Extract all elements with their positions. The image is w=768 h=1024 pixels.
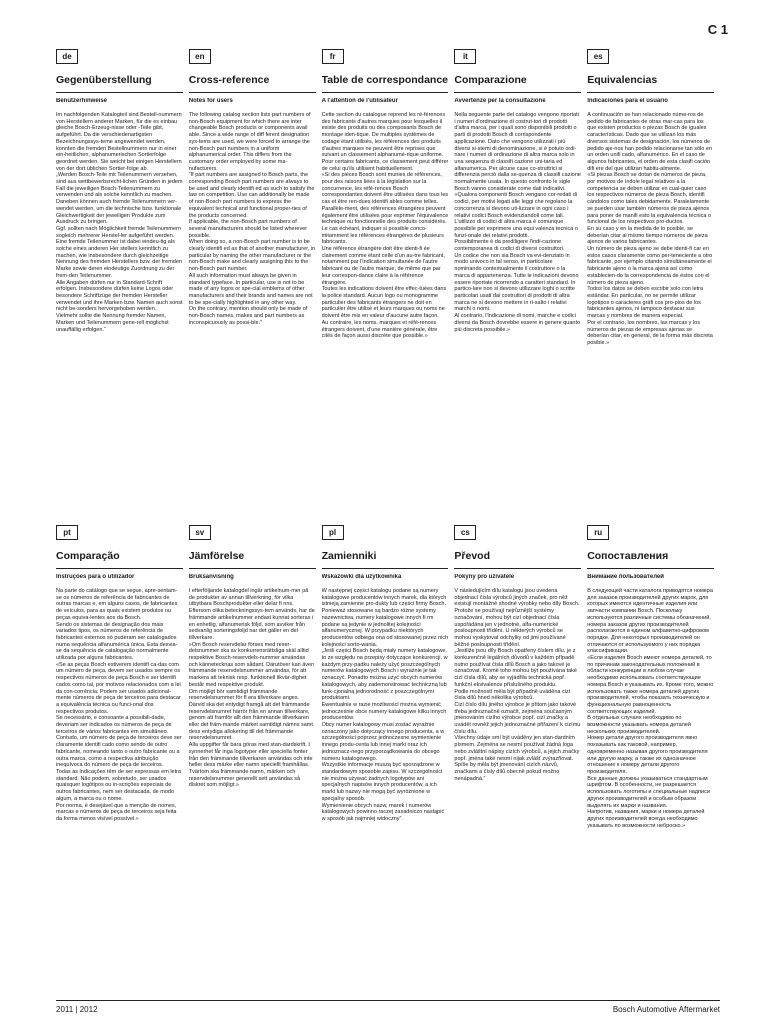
section-pl [322, 522, 455, 966]
section-body: I efterföljande katalogdel ingår artikelnum-mer på de produkter av annan tillverkning, för vilka utbytbara Boschprodukter eller delar fi nns. Eftersom olika beteckningssys-tem används, har de främmande artikelnummer endast kunnat sorteras i en enhetlig, alfanumerisk följd, som avviker från sedvanlig sorteringsfoljd nar det gäller en del tillverkare. »Om Bosch reservdelar förses med reser-delsnummer ska av konkurrensrättsliga skäl alltid respektive Bosch-reservdels-nummer användas och kännetecknas som sådant. Därutöver kan även främmande reservdelsnummer användas, för att markera att teknisk resp. funktionell likvär-dighet består med respektive produkt. Om möjligt bör samtidigt främmande reservdelsnummer för fl era tillverkare anges. Därvid ska det entydigt framgå att det främmande reservdelsnumret härrör från en annan tillverkare, genom att framför allt den främmande tillverkaren eller det främ-mande märket samtidigt nämns samt dess entydiga allokering till det främmande reservdelsnumret. Alla uppgifter får bara göras med stan-dardskrift. I synnerhet får inga logotyper eller speciella fonter från den främmande tillverkaren användas och inte heller dess märke eller namn speciellt framhållas. Tvärtom ska främmande namn, märken och reservdelsnummer generellt sett användas så diskret som möjligt.» [188, 588, 315, 789]
section-subtitle: Avvertenze per la consultazione [454, 98, 546, 104]
section-body: The following catalog section lists part numbers of non-Bosch equipment for which there are inter changeable Bosch products or components avail able. Since a wide range of diff ferent designation sys-tems are used, we were forced to arrange the non-Bosch part numbers in a uniform alphanumerical order. This differs from the customary order employed by some ma-nufacturers. “If part numbers are assigned to Bosch parts, the corresponding Bosch part numbers are always to be used and clearly identifi ed as such to satisfy the law on competition. Use can additionally be made of non-Bosch part numbers to express the equivalent technical and functional proper-ties of the products concerned. If applicable, the non-Bosch part numbers of several manufacturers should be listed wherever possible. When doing so, a non-Bosch part number is to be clearly identifi ed as that of another manufacturer, in particular by naming the other manufacturer or the non-Bosch make and clearly assigning this to the non-Bosch part number. All such information must always be given in standard typeface. In particular, use is not to be made of any logos or spe-cial emblems of other manufacturers and their brands and names are not to be spe-cially highlighted in any other way. On the contrary, mention should only be made of non-Bosch names, makes and part numbers as inconspicuously as possi-ble.” [188, 112, 316, 326]
language-tag: en [189, 49, 211, 64]
section-title: Table de correspondance [321, 74, 449, 86]
divider [322, 568, 449, 569]
section-title: Zamienniki [321, 550, 377, 562]
section-body: Na parte do catálogo que se segue, apre-sentam-se os números de referência de fabricantes de outras marcas e, em alguns casos, de fabricantes de veículos, para as quais existem produtos ou peças equiva-lentes aos da Bosch. Sendo os sistemas de designação dos mais variados tipos, os números de referência de fabricantes externos só puderam ser catalogados numa sequência alfanumérica única. Esta desvia-se da sequência de catalogação normalmente utilizada por alguns fabricantes. «Se as peças Bosch estiverem identifi ca-das com um número de peça, devem ser usados sempre os respectivos números de peça Bosch e ser identifi cados como tal, por motivos relacionados com a lei da con-corrência. Podem ser usados adicional-mente números de peça de terceiros para destacar a equivalência técnica ou funci-onal dos respectivos produtos. Se necessário, e consoante a possibili-dade, deveriam ser indicados os números de peça de terceiros de vários fabricantes em simultâneo. Contudo, um número de peça de terceiros deve ser claramente identifi cado como sendo de outro fabricante, nomeando tanto o outro fabricante ou a outra marca, como a respectiva atribuição inequívoca do número de peça de terceiros. Todas as indicações têm de ser expressas em letra standard. Não podem, sobretudo, ser usados quaisquer logótipos ou in-scrições especiais de outros fabricantes, nem ser destacada, de modo algum, a marca ou o nome. Por norma, é desejável que a menção de nomes, marcas e números de peça de terceiros seja feita da forma menos visível possível.» [56, 588, 182, 822]
section-title: Comparazione [454, 74, 527, 86]
section-subtitle: Внимание пользователей [587, 574, 664, 580]
section-de [56, 46, 189, 482]
divider [587, 568, 714, 569]
section-en [189, 46, 322, 482]
language-tag: fr [322, 49, 344, 64]
section-body: В следующей части каталога приводятся номера для заказов производителей других марок, для которых имеются идентичные изделия или запчасти компании Bosch. Поскольку используются различные системы обозначений, номера заказов других производителей располагаются в едином алфавитно-цифровом порядке. Для некоторых производителей он отличаются от используемого у них порядка классификации. «Если изделия Bosch имеют номера деталей, то по причинам законодательных положений в области конкуренции в любом случае необходимо использовать соответствующие номера Bosch и указывать их. Кроме того, можно использовать также номера деталей других производителей, чтобы показать техническую и функциональную равноценность соответствующих изделий. В отдельных случаях необходимо по возможности указывать номера деталей нескольких производителей. Номер детали другого производителя явно показывать как таковой, например, одновременно называя другого производителя или другую марку, а также их однозначное отношение к номеру детали другого производителя. Все данные должны указываться стандартным шрифтом. В особенности, не разрешается использовать логотипы и специальные надписи других производителей и особым образом выделять их марки и названия. Напротив, названия, марки и номера деталей других производителей всегда необходимо указывать по возможности неброско.» [587, 588, 714, 829]
language-tag: pl [322, 525, 344, 540]
section-body: W następnej części katalogu podane są numery katalogowe producentów innych marek, dla których istnieją zamienne pro-dukty lub części firmy Bosch. Ponieważ stosowane są bardzo różne systemy nazewnictwa, numery katalogowe innych fi rm podane są jedynie w jednolitej kolejności alfanumerycznej. W przypadku niektórych producentów odbiega ona od stosowanej przez nich kolejności sorto-wania. „Jeśli części Bosch będą miały numery katalogowe, to ze względu na przepisy dotyczące konkurencji, w każdym przy-padku należy użyć poszczególnych numerów katalogowych Bosch i wyraźnie je tak oznaczyć. Ponadto można użyć obcych numerów katalogowych, aby zademonstrować techniczną lub funk-cjonalną jednorodność z poszczególnymi produktami. Ewentualnie w razie możliwości można wymienić jednocześnie obce numery katalogowe kilku innych producentów. Obcy numer katalogowy musi zostać wyraźnie oznaczony jako dotyczący innego producenta, a w szczególności poprzez jednoczesne wymienienie innego produ-centa lub innej marki oraz ich jednoznacz-nego przyporządkowania do obcego numeru katalogowego. Wszystkie informacje muszą być sporządzone w standardowym sposobie zapisu. W szczególności nie można używać żadnych logotypów ani specjalnych napisów innych producentów, a ich marki lub nazwy nie mogą być wyróżnione w specjalny sposób. Wymienienie obcych nazw, marek i numerów katalogowych powinno raczej zasadniczo nastąpić w sposób jak najmniej widoczny”. [321, 588, 449, 822]
section-body: Cette section du catalogue reprend les ré-férences des fabricants d'autres marques pour lesquelles il existe des produits ou des composants Bosch de montage iden-tique. De multiples systèmes de codage étant utilisés, les références des produits d'autres marques ne peuvent être reprises que suivant un classement alphanumé-rique uniforme. Pour certains fabricants, ce classement peut différer de celui qu'ils utilisent habituellement. «Si des pièces Bosch sont munies de références, pour des raisons liées à la législation sur la concurrence, les réfé-rences Bosch correspondantes doivent être utilisées dans tous les cas et être ren-dues identifi ables comme telles. Parallèle-ment, des références étrangères peuvent également être utilisées pour exprimer l'équivalence technique ou fonctionnelle des produits considérés. Le cas échéant, indiquer si possible conco-mitamment les références étrangères de plusieurs fabricants. Une référence étrangère doit être identi-fi ée clairement comme étant celle d'un au-tre fabricant, notamment par l'indication simultanée de l'autre fabricant ou de l'autre marque, de même que par leur correspon-dance claire à la référence étrangère. Toutes les indications doivent être effec-tuées dans la police standard. Aucun logo ou monogramme particulier des fabricants étrangers ne doit en particulier être utilisé et leurs marques ou noms ne doivent être mis en valeur d'aucune autre façon. Au contraire, les noms, marques et réfé-rences étrangers doivent, d'une manière générale, être cités de façon aussi discrète que possible.» [321, 112, 449, 340]
section-subtitle: A l'attention de l'utilisateur [321, 98, 398, 104]
divider [454, 92, 581, 93]
section-cs [454, 522, 587, 966]
section-subtitle: Wskazówki dla użytkownika [321, 574, 402, 580]
section-subtitle: Indicaciones para el usuario [587, 98, 668, 104]
section-it [454, 46, 587, 482]
section-subtitle: Pokyny pro uživatele [454, 574, 515, 580]
language-tag: de [56, 49, 78, 64]
section-title: Equivalencias [587, 74, 658, 86]
section-title: Gegenüberstellung [56, 74, 152, 86]
page-code: C 1 [707, 22, 728, 37]
divider [454, 568, 581, 569]
sections-bottom-row [56, 522, 720, 966]
section-title: Сопоставления [587, 550, 669, 562]
divider [587, 92, 714, 93]
footer-years: 2011 | 2012 [56, 1005, 98, 1014]
language-tag: es [587, 49, 609, 64]
divider [322, 92, 449, 93]
section-subtitle: Notes for users [188, 98, 233, 104]
footer-brand: Bosch Automotive Aftermarket [612, 1005, 720, 1014]
section-title: Comparação [56, 550, 120, 562]
divider [189, 568, 316, 569]
section-sv [189, 522, 322, 966]
language-tag: ru [587, 525, 609, 540]
section-es [587, 46, 720, 482]
section-subtitle: Benutzerhinweise [56, 98, 108, 104]
language-tag: sv [189, 525, 211, 540]
section-body: V následujícím dílu katalogu jsou uvedena objednací čísla výrobců jiných značek, pro něž existují montážně shodné výrobky nebo díly Bosch. Protože se používají nejrůznější systémy označování, mohou být cizí objednací čísla uspořádána jen v jednotné, alfa-numerické posloupnosti třídění. U některých výrobců se mohou vyskytovat odchylky od jimi používané běžné posloupnosti třídění. „Jestliže jsou díly Bosch opatřeny číslem dílu, je z konkurenčně legálních důvodů v každém případě nutno používat čísla dílů Bosch a jako takové je označovat. Kromě toho mohou být používána také cizí čísla dílů, aby se vyjádřila technická popř. funkční ekvivalence příslušného produktu. Podle možností měla být případně uváděna cizí čísla dílů hned několika výrobců. Cizí číslo dílu jiného výrobce je přitom jako takové třeba jednoznačně označit, zejména současným jmenováním cizího výrobce popř. cizí značky a uvádět rovněž jejich jednoznačné přiřazení k cizímu číslu dílu. Všechny údaje smí být uváděny jen stan-dardním písmem. Zejména se nesmí používat žádná loga nebo zvláštní nápisy cizích výrobců, a jejich značky popř. jména také nesmí nijak zvlášť zvýrazňovat. Spíše by měla být jmenování cizích názvů, značkami a čísly dílů obecně pokud možno nenápadná.” [454, 588, 581, 782]
language-tag: pt [56, 525, 78, 540]
sections-top-row [56, 46, 720, 482]
section-body: Im nachfolgenden Katalogteil sind Bestell-nummern von Herstellern anderer Marken, für die es einbau gleiche Bosch-Erzeug-nisse oder -Teile gibt, aufgeführt. Da die verschiedenartigsten Bezeichnungssys-teme angewendet werden, konnten die fremden Bestellnummern nur in einer ein-heitlichen, alphanumerischen Sortierfolge geordnet werden. Sie weicht bei einigen Herstellern von der dort üblichen Sortier-folge ab. „Werden Bosch-Teile mit Teilenummern versehen, sind aus wettbewerbsrecht-lichen Gründen in jedem Fall die jeweiligen Bosch-Teilenummern zu verwenden und als solche kenntlich zu machen. Daneben können auch fremde Teilenummern ver-wendet werden, um die technische bzw. funktionale Gleichwertigkeit der jeweiligen Produkte zum Ausdruck zu bringen. Ggf. sollten nach Möglichkeit fremde Teilenummern sogleich mehrerer Herstel-ler aufgeführt werden. Eine fremde Teilenummer ist dabei eindeu-tig als solche eines anderen Her stellers kenntlich zu machen, wie insbesondere durch gleichzeitige Nennung des fremden Herstellers bzw. der fremden Marke sowie deren eindeutige Zuordnung zu der frem-den Teilenummer. Alle Angaben dürfen nur in Standard-Schrift erfolgen. Insbesondere dürfen keine Logos oder besondere Schriftzüge der fremden Hersteller verwendet und ihre Marken bzw. Namen auch sonst nicht be-sonders hervorgehoben werden. Vielmehr sollte die Nennung fremder Namen, Marken und Teilenummern gene-rell möglichst unauffällig erfolgen.“ [56, 112, 183, 333]
divider [56, 92, 183, 93]
divider [56, 568, 183, 569]
section-ru [587, 522, 720, 966]
section-pt [56, 522, 189, 966]
section-fr [322, 46, 455, 482]
section-title: Cross-reference [188, 74, 270, 86]
section-subtitle: Bruksanvisning [188, 574, 234, 580]
section-subtitle: Instruções para o utilizador [56, 574, 135, 580]
section-body: Nella seguente parte del catalogo vengono riportati i numeri d'ordinazione di costrut-tori di prodotti d'altra marca, per i quali sono disponibili prodotti o parti di prodotti Bosch di corrispondente applicazione. Dato che vengono utilizzati i più diversi si-stemi di denominazione, si è potuto ordi-nare i numeri di ordinazione di altra marca solo in una sequenza di classifi cazione uni-taria ed alfanumerica. Per alcune case co-struttrici si differenzia perciò dalla se-quenza di classifi cazione normalmente usata. In questo confronto le sigle Bosch vanno considerate come dati indicativi. «Qualora componenti Bosch vengano cor-redati di codici, per motivi legati alle leggi che regolano la concorrenza si devono uti-lizzare in ogni caso i relativi codici Bosch evidenziandoli come tali. L'utilizzo di codici di altra marca è comunque possibile per esprimere una equi valenza tecnica o funzi-onale dei relativi prodotti. Possibilmente è da prediligere l'indi-cazione contemporanea di codici di diversi costruttori. Un codice che non sia Bosch va evi-denziato in modo univoco in tal senso, in particolare nominando contestualmente il costruttore o la marca di appartenenza. Tutte le indicazioni devono essere riportate ricorrendo a caratteri standard. In partico-lare non si devono utilizzare loghi o scritte particolari usati dai costruttori di prodotti di altra marca ne si devono mettere in ri-salto i relativi marchi o nomi. Al contrario, l'indicazione di nomi, marche e codici diversi da Bosch dovrebbe essere in genere quanto più discreta possibile.» [454, 112, 581, 333]
language-tag: it [454, 49, 476, 64]
footer-divider [56, 1000, 720, 1001]
divider [189, 92, 316, 93]
section-title: Jämförelse [188, 550, 245, 562]
section-title: Převod [454, 550, 490, 562]
section-body: A continuación se han relacionado núme-ros de pedido de fabricantes de otras mar-cas para los que existen productos o piezas Bosch de iguales características. Dado que se utilizan los más diversos sistemas de designación, los números de pedido aje-nos han podido relacionarse tan sólo en un orden unifi cado, alfanumérico. En el caso de algunos fabricantes, el orden de esta clasifi cación difi ere del que utilizan habitu-almente. «Si piezas Bosch se dotan de números de pieza, por motivos de índole legal relativos a la competencia se deben utilizar en cual-quier caso los respectivos números de pieza Bosch, identifi cándolos como tales debidamente. Paralelamente se pueden usar también números de pieza ajenos para poner de manifi esto la equivalencia técnica o funcional de los respectivos pro-ductos. En su caso y en la medida de lo posible, se deberían citar al mismo tiempo números de pieza ajenos de varios fabricantes. Un número de pieza ajeno se debe identi-fi car en estos casos claramente como per-teneciente a otro fabricante, por ejemplo citando simultáneamente el fabricante ajeno o la marca ajena así como establecien-do la correspondencia de éstos con el número de pieza ajeno. Todos los datos se deben escribir solo con letra estándar. En particular, no se permite utilizar logotipos o caracteres gráfi cos pro-pios de los fabricantes ajenos, ni tampoco destacar sus marcas y nombres de manera especial. Por el contrario, los nombres, las marcas y los números de piezas de empresas ajenas se deberían citar, en general, de la forma más discreta posible.» [587, 112, 713, 346]
language-tag: cs [454, 525, 476, 540]
